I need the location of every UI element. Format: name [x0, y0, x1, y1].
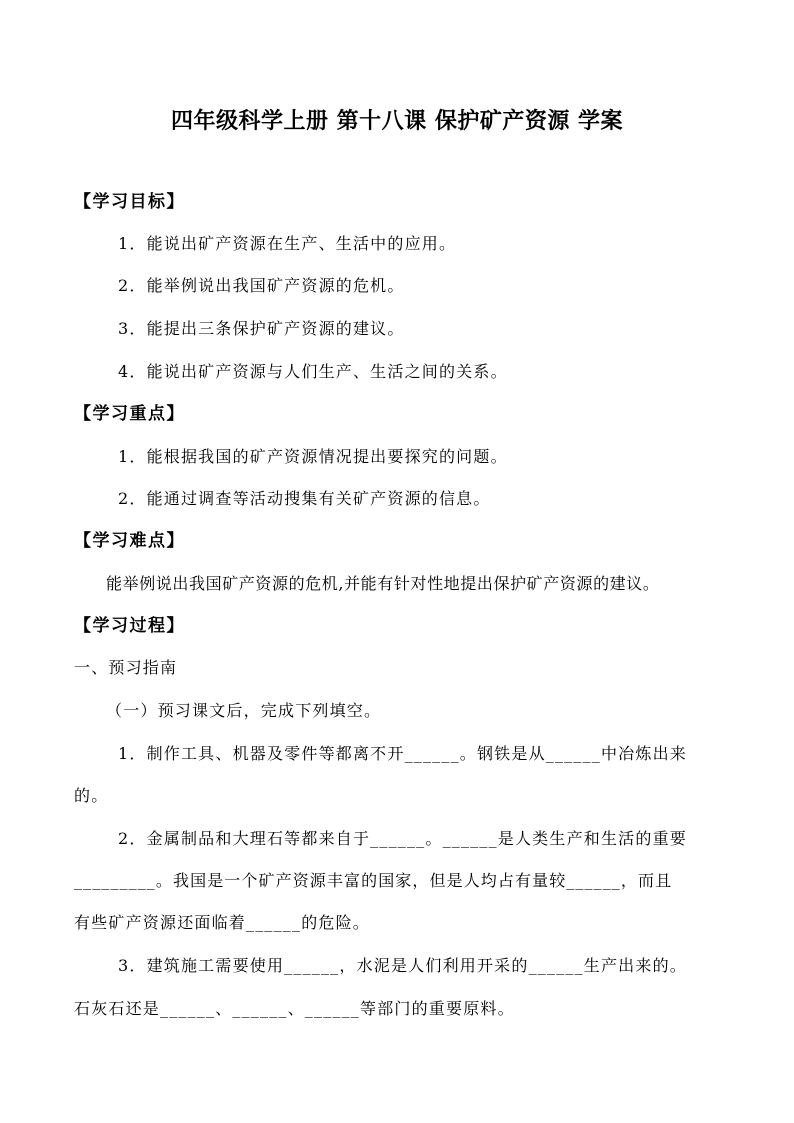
question-3-line-1: 3．建筑施工需要使用______，水泥是人们利用开采的______生产出来的。: [118, 956, 687, 975]
key-point-item: 1．能根据我国的矿产资源情况提出要探究的问题。: [118, 447, 508, 466]
difficulties-text: 能举例说出我国矿产资源的危机,并能有针对性地提出保护矿产资源的建议。: [106, 574, 660, 593]
section-title: 一、预习指南: [74, 658, 178, 677]
difficulties-heading: 【学习难点】: [74, 531, 185, 551]
process-heading: 【学习过程】: [74, 616, 185, 636]
question-2-line-2: _________。我国是一个矿产资源丰富的国家，但是人均占有量较______，而且: [74, 871, 673, 890]
objective-item: 2．能举例说出我国矿产资源的危机。: [118, 276, 405, 295]
key-point-item: 2．能通过调查等活动搜集有关矿产资源的信息。: [118, 489, 491, 508]
objectives-heading: 【学习目标】: [74, 192, 185, 212]
question-2-line-3: 有些矿产资源还面临着______的危险。: [74, 913, 371, 932]
question-2-line-1: 2．金属制品和大理石等都来自于______。______是人类生产和生活的重要: [118, 829, 687, 848]
objective-item: 4．能说出矿产资源与人们生产、生活之间的关系。: [118, 362, 508, 381]
objective-item: 1．能说出矿产资源在生产、生活中的应用。: [118, 234, 457, 253]
document-title: 四年级科学上册 第十八课 保护矿产资源 学案: [171, 108, 623, 134]
question-1-line-1: 1．制作工具、机器及零件等都离不开______。钢铁是从______中冶炼出来: [118, 744, 687, 763]
question-1-line-2: 的。: [74, 786, 109, 805]
subsection-title: （一）预习课文后，完成下列填空。: [106, 701, 382, 720]
question-3-line-2: 石灰石还是______、______、______等部门的重要原料。: [74, 999, 515, 1018]
key-points-heading: 【学习重点】: [74, 404, 185, 424]
objective-item: 3．能提出三条保护矿产资源的建议。: [118, 319, 405, 338]
